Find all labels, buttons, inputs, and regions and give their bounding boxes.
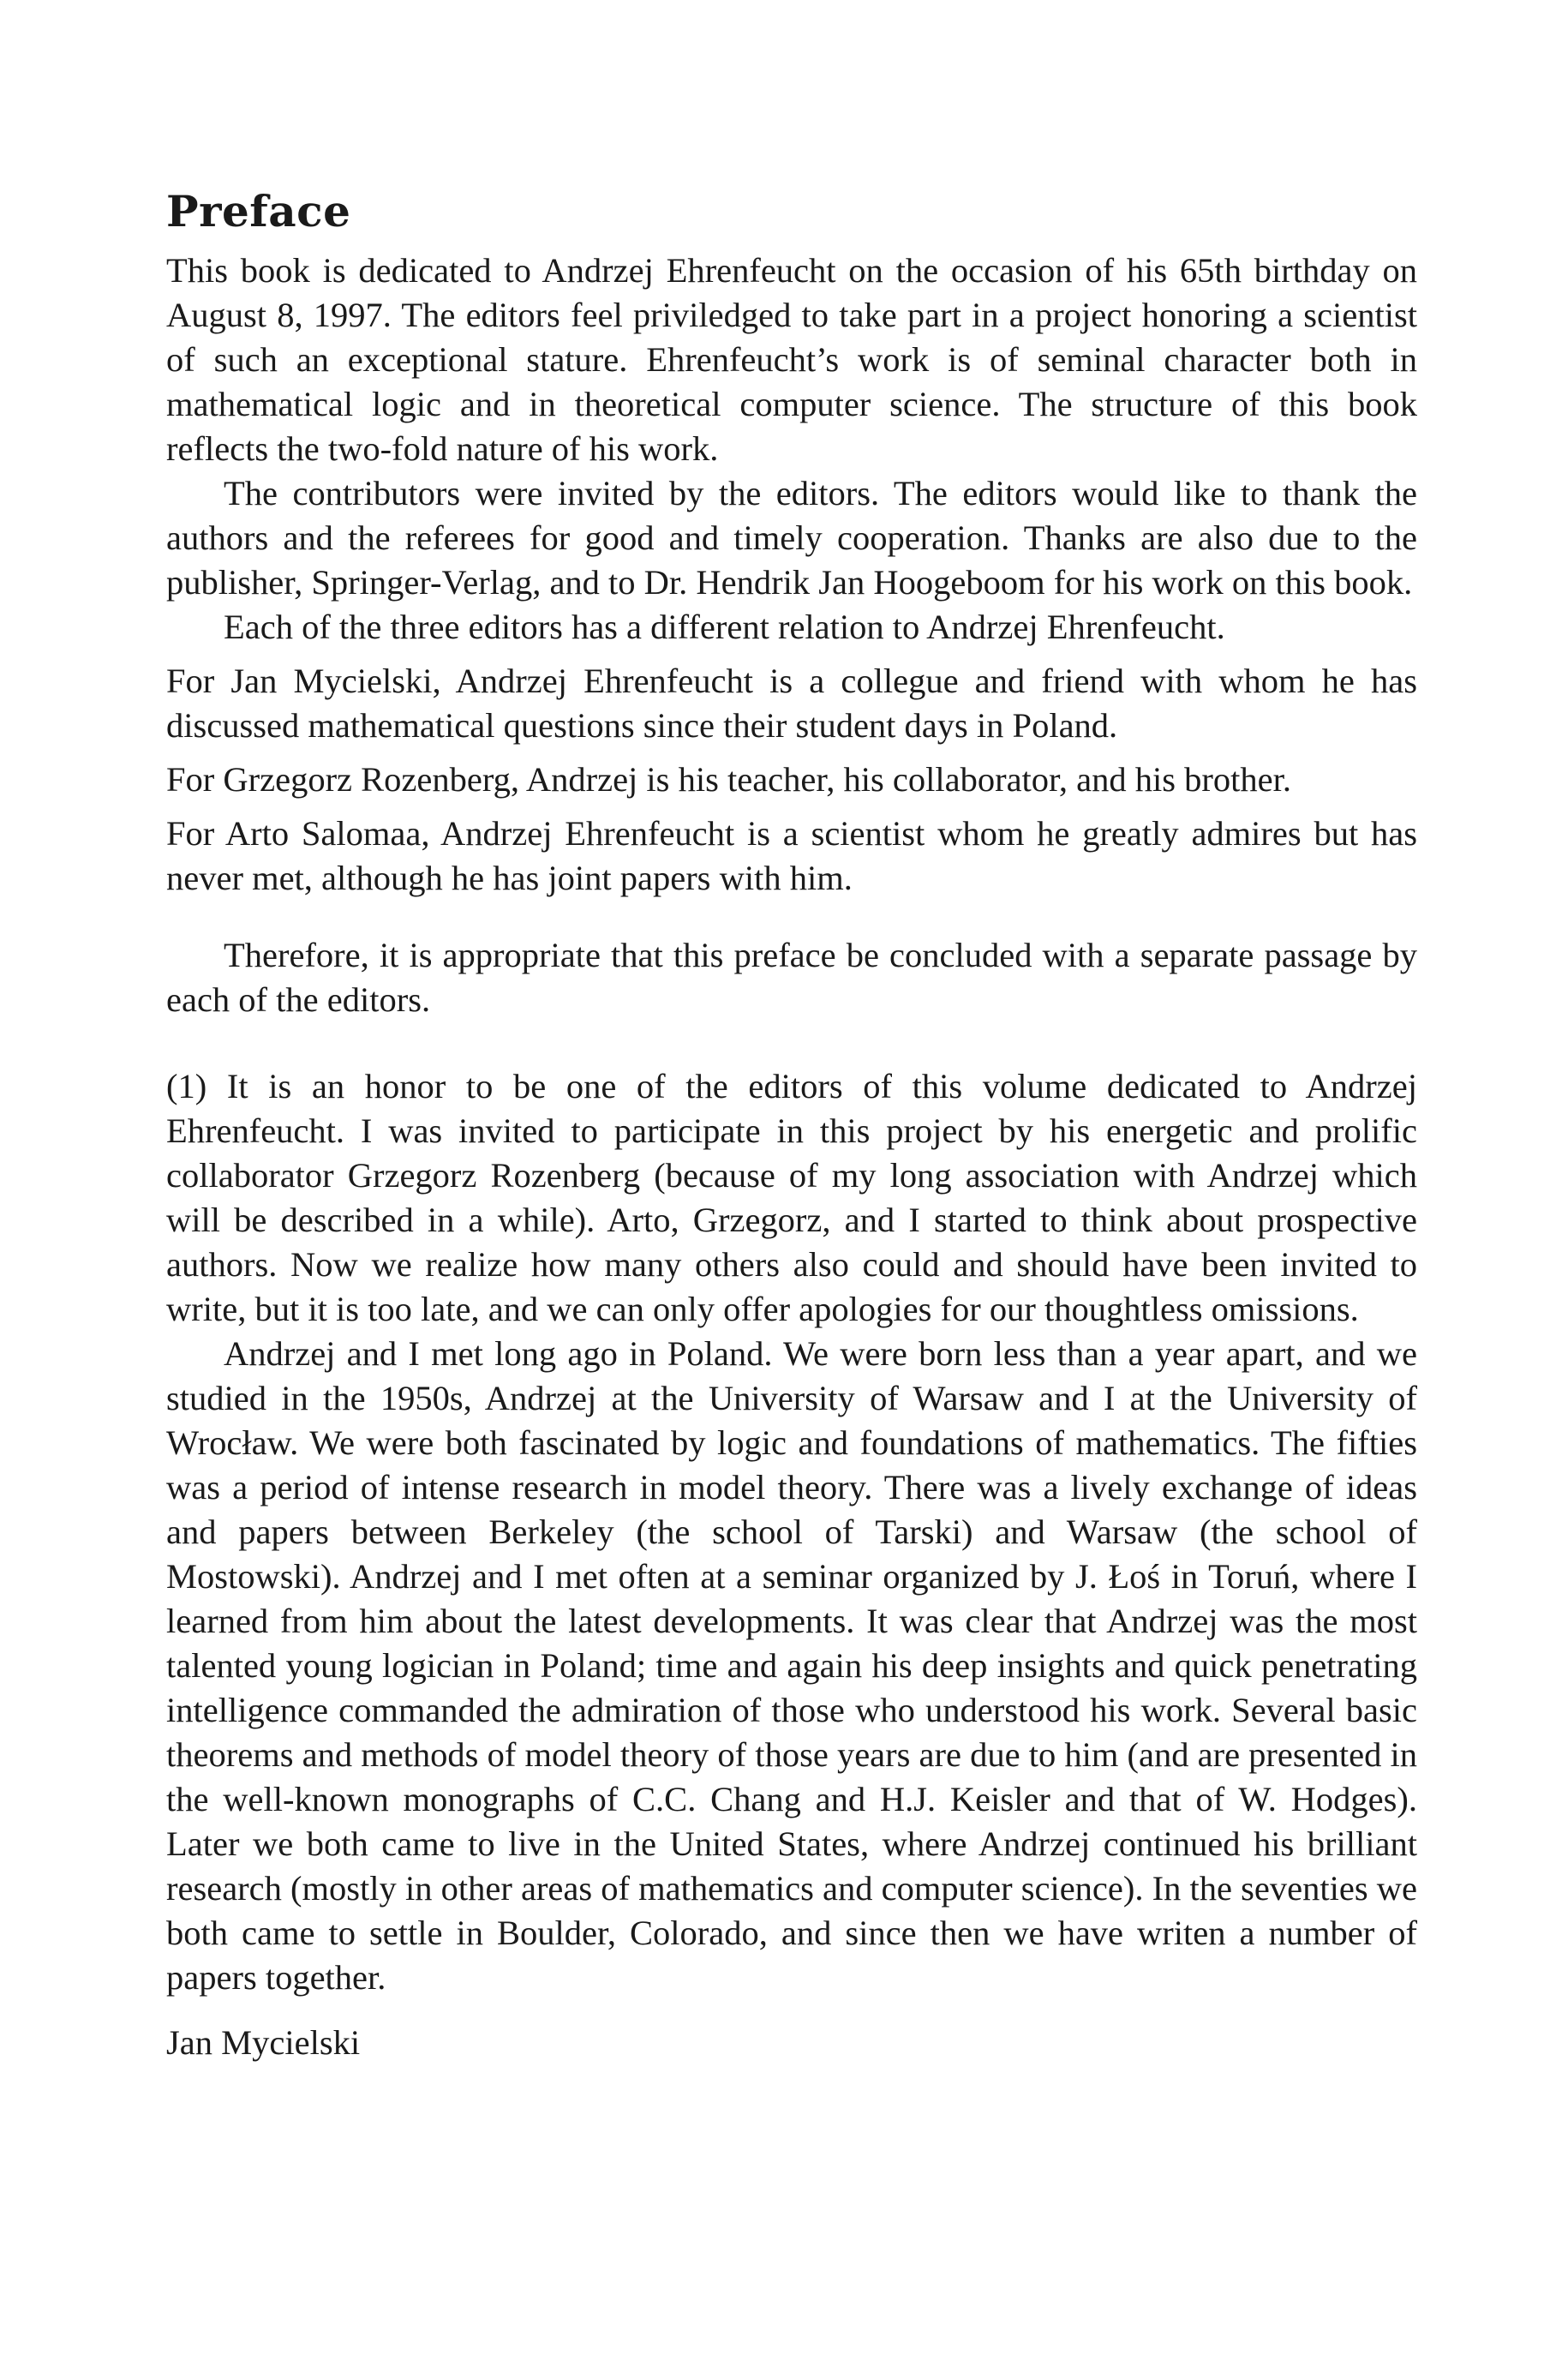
signature: Jan Mycielski <box>166 2023 361 2062</box>
paragraph-passage1-part1: (1) It is an honor to be one of the editors of this volume dedicated to Andrzej Ehrenfeucht. I was invited to participate in this project by his energetic and prolific collaborator Grzegorz Rozenberg (because of my long association with Andrzej which will be described in a while). Arto, Grzegorz, and I started to think about prospective authors. Now we realize how many others also could and should have been invited to write, but it is too late, and we can only offer apologies for our thoughtless omissions. <box>166 1067 1417 1328</box>
paragraph-rozenberg-relation: For Grzegorz Rozenberg, Andrzej is his teacher, his collaborator, and his brother. <box>166 760 1291 799</box>
preface-body <box>166 249 1417 2065</box>
paragraph-relation: Each of the three editors has a different relation to Andrzej Ehrenfeucht. <box>224 608 1225 646</box>
page-title: Preface <box>166 186 351 237</box>
paragraph-passage1-part2: Andrzej and I met long ago in Poland. We were born less than a year apart, and we studied in the 1950s, Andrzej at the University of Warsaw and I at the University of Wrocław. We were both fascinated by logic and foundations of mathematics. The fifties was a period of intense research in model theory. There was a lively exchange of ideas and papers between Berkeley (the school of Tarski) and Warsaw (the school of Mostowski). Andrzej and I met often at a seminar organized by J. Łoś in Toruń, where I learned from him about the latest developments. It was clear that Andrzej was the most talented young logician in Poland; time and again his deep insights and quick penetrating intelligence commanded the admiration of those who understood his work. Several basic theorems and methods of model theory of those years are due to him (and are presented in the well-known monographs of C.C. Chang and H.J. Keisler and that of W. Hodges). Later we both came to live in the United States, where Andrzej continued his brilliant research (mostly in other areas of mathematics and computer science). In the seventies we both came to settle in Boulder, Colorado, and since then we have writen a number of papers together. <box>166 1334 1417 1997</box>
paragraph-mycielski-relation: For Jan Mycielski, Andrzej Ehrenfeucht is a collegue and friend with whom he has discussed mathematical questions since their student days in Poland. <box>166 662 1417 745</box>
paragraph-salomaa-relation: For Arto Salomaa, Andrzej Ehrenfeucht is a scientist whom he greatly admires but has never met, although he has joint papers with him. <box>166 814 1417 897</box>
paragraph-therefore: Therefore, it is appropriate that this preface be concluded with a separate passage by each of the editors. <box>166 936 1417 1019</box>
paragraph-intro: This book is dedicated to Andrzej Ehrenfeucht on the occasion of his 65th birthday on August 8, 1997. The editors feel priviledged to take part in a project honoring a scientist of such an exceptional stature. Ehrenfeucht’s work is of seminal character both in mathematical logic and in theoretical computer science. The structure of this book reflects the two-fold nature of his work. <box>166 251 1417 468</box>
paragraph-contributors: The contributors were invited by the editors. The editors would like to thank the authors and the referees for good and timely cooperation. Thanks are also due to the publisher, Springer-Verlag, and to Dr. Hendrik Jan Hoogeboom for his work on this book. <box>166 474 1417 602</box>
